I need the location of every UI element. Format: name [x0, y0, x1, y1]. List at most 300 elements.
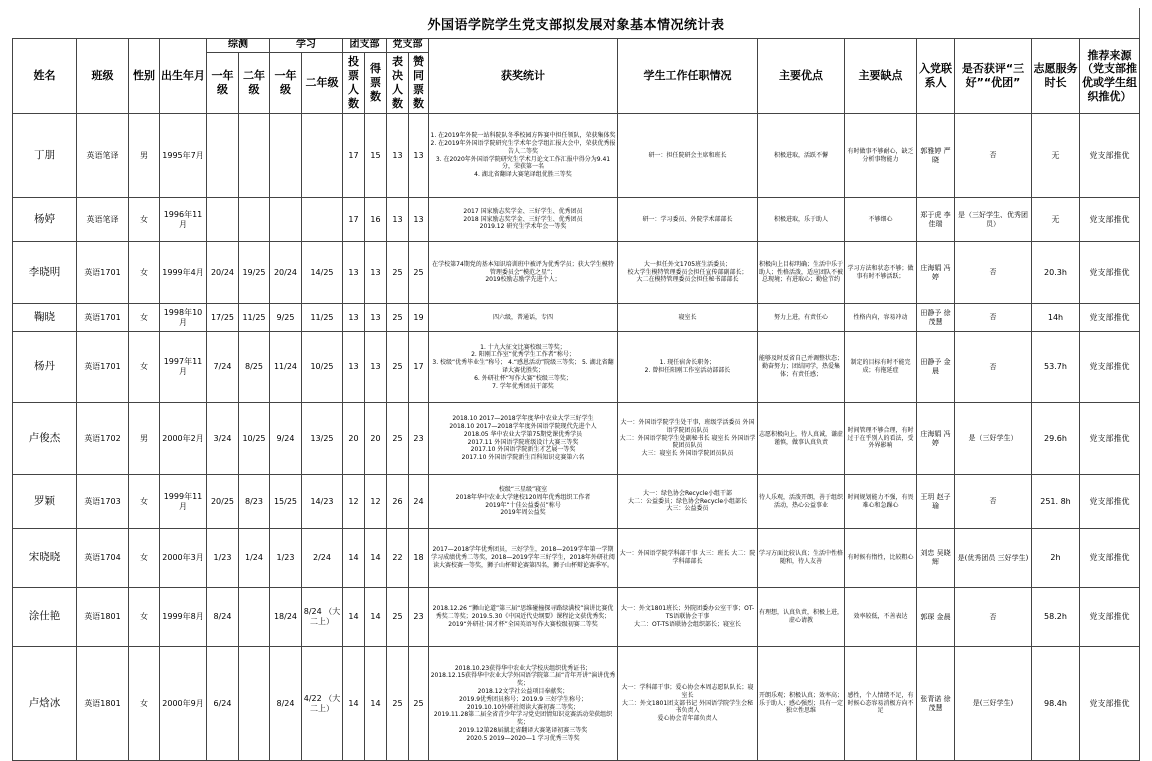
cell-cons-line: 感性，个人情绪不足，有时候心态容易消极方向不足 [847, 691, 914, 715]
col-name: 姓名 [13, 39, 77, 114]
cell-score-y2: 1/24 [239, 529, 270, 588]
cell-awards-line: 2019年周公益奖 [500, 509, 546, 517]
cell-pros [758, 198, 845, 242]
cell-cons [845, 475, 917, 529]
cell-hours: 29.6h [1032, 403, 1080, 475]
cell-awards-line: 2017 国家励志奖学金、三好学生、优秀团员 [463, 207, 583, 215]
col-awards: 获奖统计 [429, 39, 618, 114]
cell-votes-total: 13 [343, 304, 365, 332]
cell-work [618, 588, 758, 647]
cell-awards-line: 2019.9优秀团员称号；2019.9 三好学生称号； [459, 695, 587, 703]
cell-hours: 53.7h [1032, 332, 1080, 403]
cell-class: 英语1701 [77, 332, 129, 403]
col-birth: 出生年月 [160, 39, 207, 114]
cell-birth: 2000年9月 [160, 647, 207, 761]
cell-score-y1: 20/24 [207, 242, 239, 304]
cell-honor: 否 [955, 475, 1032, 529]
cell-hours: 58.2h [1032, 588, 1080, 647]
cell-awards-line: 2018.10.23获得华中农业大学校庆组织优秀证书； [454, 664, 592, 672]
cell-gender: 女 [129, 647, 160, 761]
cell-work [618, 114, 758, 198]
cell-study-y2 [302, 114, 343, 198]
cell-votes-got: 15 [365, 114, 387, 198]
cell-pros-line: 学习方面比较认真；生活中性格随和，待人友善 [759, 550, 844, 565]
cell-study-y2: 2/24 [302, 529, 343, 588]
cell-score-y2 [239, 114, 270, 198]
cell-awards-line: 2019校励志励学先进个人； [485, 276, 561, 284]
cell-cons-line: 不够细心 [868, 215, 893, 223]
cell-cons [845, 114, 917, 198]
cell-contact: 郭雅婷 严晓 [917, 114, 955, 198]
cell-awards-line: 2018.10 2017—2018学年度外国语学院现代先进个人 [449, 422, 597, 430]
cell-hours: 251. 8h [1032, 475, 1080, 529]
cell-pros-line: 有理想，认真负责，积极上进，虚心请教 [759, 609, 844, 624]
cell-cons-line: 有时候有惰性，比较粗心 [847, 554, 914, 562]
cell-study-y1: 11/24 [270, 332, 302, 403]
cell-honor: 否 [955, 242, 1032, 304]
col-votes-got: 得票数 [365, 52, 387, 113]
cell-name: 卢焓冰 [13, 647, 77, 761]
cell-class: 英语笔译 [77, 198, 129, 242]
cell-study-y2 [302, 198, 343, 242]
cell-class: 英语1702 [77, 403, 129, 475]
cell-gender: 女 [129, 304, 160, 332]
cell-study-y2: 14/23 [302, 475, 343, 529]
cell-gender: 女 [129, 242, 160, 304]
cell-awards-line: 3. 在2020年外国语学院研究生学术月论文工作汇报中得分为9.41分，荣获第一名 [435, 155, 611, 171]
cell-score-y2: 11/25 [239, 304, 270, 332]
cell-birth: 1995年7月 [160, 114, 207, 198]
col-study-y1: 一年级 [270, 52, 302, 113]
cell-cons-line: 性格内向，容易冲动 [853, 313, 908, 321]
cell-work-line: 大二：公益委员；绿色协会Recycle小组部长 [627, 497, 748, 505]
group-league: 团支部 [343, 39, 387, 53]
cell-study-y1: 20/24 [270, 242, 302, 304]
cell-votes-total: 13 [343, 332, 365, 403]
cell-work-line: 大二在模特管理委员会担任秘书部部长 [636, 276, 739, 284]
cell-votes-agree: 18 [409, 529, 429, 588]
col-votes-total: 投票人数 [343, 52, 365, 113]
cell-awards [429, 198, 618, 242]
cell-awards-line: 2019年“十佳公益委员”称号 [485, 501, 561, 509]
cell-voters: 25 [387, 332, 409, 403]
cell-awards-line: 2018年华中农业大学建校120周年优秀组织工作者 [455, 493, 591, 501]
col-work: 学生工作任职情况 [618, 39, 758, 114]
cell-votes-got: 13 [365, 304, 387, 332]
cell-votes-agree: 23 [409, 588, 429, 647]
cell-awards-line: 4. 湖北省翻译大赛笔译组优胜三等奖 [474, 171, 572, 179]
cell-awards-line: 2018.10 2017—2018学年度华中农业大学三好学生 [452, 415, 594, 423]
cell-work [618, 647, 758, 761]
cell-class: 英语1701 [77, 304, 129, 332]
cell-gender: 女 [129, 198, 160, 242]
cell-name: 李晓明 [13, 242, 77, 304]
cell-pros-line: 能够及时反省自己并调整状态；勤奋努力；团结同学，热爱集体；有责任感； [759, 355, 844, 378]
cell-awards [429, 588, 618, 647]
cell-work-line: 校大学生模特管理委员会担任宣传部副部长； [627, 268, 748, 276]
cell-contact: 庄海娟 冯婷 [917, 403, 955, 475]
cell-work-line: 研一：担任院研会主席和班长 [648, 151, 727, 159]
cell-gender: 男 [129, 114, 160, 198]
cell-pros [758, 242, 845, 304]
cell-source: 党支部推优 [1080, 403, 1140, 475]
cell-honor: 是（三好学生、优秀团员） [955, 198, 1032, 242]
cell-awards-line: 2018.12文学社公益项目奉献奖； [477, 687, 569, 695]
cell-contact: 张青诺 徐茂慧 [917, 647, 955, 761]
col-pros: 主要优点 [758, 39, 845, 114]
cell-votes-agree: 19 [409, 304, 429, 332]
table-row [13, 242, 1140, 304]
cell-gender: 女 [129, 475, 160, 529]
cell-source: 党支部推优 [1080, 242, 1140, 304]
cell-votes-agree: 13 [409, 198, 429, 242]
cell-study-y1: 18/24 [270, 588, 302, 647]
table-row [13, 304, 1140, 332]
cell-awards-line: 2018.12.15获得华中农业大学外国语学院第二届“青年开讲”演讲优秀奖； [430, 672, 616, 688]
cell-cons-line: 时间规划能力不强，有畏难心和急躁心 [847, 493, 914, 509]
cell-birth: 1996年11月 [160, 198, 207, 242]
cell-awards [429, 403, 618, 475]
cell-awards-line: 四六级，普通话，专四 [492, 313, 553, 321]
cell-name: 丁朋 [13, 114, 77, 198]
cell-work [618, 198, 758, 242]
table-row [13, 588, 1140, 647]
cell-work-line: 大二：外文1801团支部书记 外国语学院学生会秘书负责人 [621, 699, 754, 715]
cell-cons [845, 242, 917, 304]
col-votes-agree: 赞同票数 [409, 52, 429, 113]
cell-work [618, 475, 758, 529]
cell-gender: 女 [129, 588, 160, 647]
cell-gender: 男 [129, 403, 160, 475]
cell-work-line: 2. 曾担任阳刚工作室活动部部长 [644, 367, 731, 374]
cell-source: 党支部推优 [1080, 304, 1140, 332]
cell-voters: 22 [387, 529, 409, 588]
cell-name: 卢俊杰 [13, 403, 77, 475]
cell-honor: 否 [955, 332, 1032, 403]
cell-honor: 否 [955, 588, 1032, 647]
group-score: 综测 [207, 39, 270, 53]
cell-cons-line: 有时做事不够耐心，缺乏分析事物能力 [847, 147, 914, 163]
cell-pros [758, 588, 845, 647]
cell-pros-line: 开朗乐观；积极认真；效率高；乐于助人；感心强烈；具有一定独立性思维 [759, 691, 844, 715]
cell-votes-total: 17 [343, 114, 365, 198]
cell-score-y2: 10/25 [239, 403, 270, 475]
cell-contact: 郑于虎 李佳瑞 [917, 198, 955, 242]
cell-study-y1: 9/25 [270, 304, 302, 332]
cell-study-y1 [270, 114, 302, 198]
cell-awards [429, 475, 618, 529]
cell-name: 涂仕艳 [13, 588, 77, 647]
cell-pros [758, 403, 845, 475]
cell-pros-line: 待人乐观，活泼开朗，善于组织活动，热心公益事业 [759, 493, 844, 509]
col-study-y2: 二年级 [302, 52, 343, 113]
cell-study-y2: 10/25 [302, 332, 343, 403]
cell-source: 党支部推优 [1080, 332, 1140, 403]
cell-score-y2: 8/25 [239, 332, 270, 403]
cell-name: 鞠晓 [13, 304, 77, 332]
cell-work [618, 332, 758, 403]
col-source: 推荐来源（党支部推优或学生组织推优） [1080, 39, 1140, 114]
cell-name: 杨婷 [13, 198, 77, 242]
cell-votes-got: 14 [365, 588, 387, 647]
cell-birth: 2000年3月 [160, 529, 207, 588]
cell-honor: 是（三好学生） [955, 403, 1032, 475]
cell-score-y2: 8/23 [239, 475, 270, 529]
cell-source: 党支部推优 [1080, 475, 1140, 529]
cell-pros [758, 529, 845, 588]
cell-class: 英语1703 [77, 475, 129, 529]
cell-study-y1: 15/25 [270, 475, 302, 529]
col-hours: 志愿服务时长 [1032, 39, 1080, 114]
cell-cons-line: 学习方法和状态不够；做事有时不够活跃； [847, 264, 914, 280]
cell-gender: 女 [129, 332, 160, 403]
cell-honor: 是(优秀团员 三好学生) [955, 529, 1032, 588]
cell-birth: 1999年8月 [160, 588, 207, 647]
cell-awards [429, 304, 618, 332]
cell-cons [845, 529, 917, 588]
table-row [13, 475, 1140, 529]
cell-source: 党支部推优 [1080, 114, 1140, 198]
col-class: 班级 [77, 39, 129, 114]
table-row [13, 198, 1140, 242]
page-title: 外国语学院学生党支部拟发展对象基本情况统计表 [427, 18, 725, 33]
cell-study-y2: 13/25 [302, 403, 343, 475]
cell-cons [845, 588, 917, 647]
cell-cons [845, 304, 917, 332]
cell-hours: 98.4h [1032, 647, 1080, 761]
cell-awards-line: 1. 在2019年外院一站科院队冬季校园方阵赛中担任领队，荣获集体奖 [430, 132, 616, 140]
cell-awards-line: 3. 校级“优秀毕业生”称号； 4.“感恩活动”院级三等奖； 5. 湖北省翻译大赛优胜奖； [432, 359, 614, 374]
cell-voters: 25 [387, 588, 409, 647]
cell-voters: 25 [387, 647, 409, 761]
cell-votes-got: 13 [365, 242, 387, 304]
cell-study-y2: 4/22 （大二上） [302, 647, 343, 761]
cell-work-line: 大一：外文1801班长；外院团委办公室干事；OT-TS语联协会干事 [620, 605, 755, 621]
cell-awards [429, 332, 618, 403]
cell-awards-line: 2018.12.26 “狮山论道”第三届“思维碰撞探寻路绿满校”演讲比赛优秀奖二等奖；2019.5.30《中国近代史纲要》课程论文获优秀奖；2019“外研社·国才杯”全国英语写作大赛校级初赛二等奖 [432, 605, 614, 628]
cell-voters: 13 [387, 198, 409, 242]
cell-source: 党支部推优 [1080, 529, 1140, 588]
cell-birth: 1998年10月 [160, 304, 207, 332]
cell-awards-line: 2. 阳刚工作室“优秀学生工作者”称号； [471, 351, 575, 359]
cell-work-line: 爱心协会青年部负责人 [657, 715, 718, 723]
cell-voters: 13 [387, 114, 409, 198]
cell-awards [429, 242, 618, 304]
cell-votes-total: 14 [343, 529, 365, 588]
cell-score-y1: 1/23 [207, 529, 239, 588]
col-honor: 是否获评“三好”“优团” [955, 39, 1032, 114]
cell-contact: 王玥 赵子瑜 [917, 475, 955, 529]
cell-hours: 无 [1032, 198, 1080, 242]
cell-work-line: 寝室长 [678, 313, 697, 321]
col-score-y1: 一年级 [207, 52, 239, 113]
cell-pros [758, 304, 845, 332]
cell-name: 杨丹 [13, 332, 77, 403]
cell-awards-line: 1. 十九大征文比赛校级三等奖； [480, 343, 566, 351]
table-row [13, 403, 1140, 475]
cell-birth: 1999年4月 [160, 242, 207, 304]
cell-cons-line: 制定的目标有时不能完成；有拖延症 [850, 359, 911, 374]
cell-birth: 1997年11月 [160, 332, 207, 403]
cell-pros-line: 志愿积极向上，待人真诚，谦虚谨慎，做事认真负责 [759, 430, 844, 446]
cell-pros [758, 114, 845, 198]
cell-votes-total: 20 [343, 403, 365, 475]
cell-awards-line: 2019.10.10外研社阅读大赛初赛二等奖； [466, 703, 580, 711]
cell-pros [758, 332, 845, 403]
table-row [13, 114, 1140, 198]
col-score-y2: 二年级 [239, 52, 270, 113]
statistics-table [12, 38, 1140, 761]
cell-study-y1 [270, 198, 302, 242]
cell-cons-line: 时间管理不够合理，有时过于在乎别人的看法，受外界影响 [847, 426, 914, 450]
cell-work [618, 529, 758, 588]
cell-votes-agree: 25 [409, 647, 429, 761]
cell-contact: 刘忠 吴晓辉 [917, 529, 955, 588]
cell-work-line: 大一：绿色协会Recycle小组干部 [642, 489, 733, 497]
divider [1139, 8, 1140, 38]
cell-study-y1: 1/23 [270, 529, 302, 588]
cell-votes-got: 14 [365, 647, 387, 761]
cell-contact: 田静予 金晨 [917, 332, 955, 403]
cell-pros-line: 努力上进，有责任心 [773, 313, 828, 321]
cell-awards-line: 2019.12第28届湖北省翻译大赛笔译初赛三等奖 [458, 726, 588, 734]
cell-voters: 25 [387, 304, 409, 332]
cell-votes-total: 17 [343, 198, 365, 242]
cell-hours: 14h [1032, 304, 1080, 332]
cell-class: 英语笔译 [77, 114, 129, 198]
cell-score-y1 [207, 198, 239, 242]
cell-cons [845, 198, 917, 242]
cell-awards [429, 647, 618, 761]
cell-hours: 2h [1032, 529, 1080, 588]
cell-voters: 25 [387, 403, 409, 475]
cell-hours: 20.3h [1032, 242, 1080, 304]
cell-awards-line: 2017.10 外国语学院新生才艺展一等奖 [470, 446, 576, 454]
group-study: 学习 [270, 39, 343, 53]
cell-voters: 26 [387, 475, 409, 529]
cell-birth: 2000年2月 [160, 403, 207, 475]
cell-pros [758, 475, 845, 529]
cell-class: 英语1704 [77, 529, 129, 588]
cell-votes-agree: 17 [409, 332, 429, 403]
cell-work-line: 大一：学科部干事；爱心协会本周志愿队队长；寝室长 [621, 684, 754, 699]
cell-class: 英语1801 [77, 588, 129, 647]
cell-awards-line: 2019.11.28第二届全省青少年学习党史团情知识竞赛活动荣获组织奖； [433, 711, 613, 727]
cell-awards-line: 7. 学年优秀团员干部奖 [492, 382, 554, 390]
cell-score-y2 [239, 198, 270, 242]
cell-awards-line: 2017—2018学年优秀团员，三好学生，2018—2019学年第一学期学习成绩优秀二等奖，2018—2019学年三好学生，2018年外研社阅读大赛校赛一等奖，狮子山杯辩论赛第四名，狮子山杯辩论赛季军。 [431, 546, 615, 569]
cell-cons-line: 效率较低，不善表达 [853, 613, 908, 621]
cell-votes-agree: 23 [409, 403, 429, 475]
cell-score-y1: 6/24 [207, 647, 239, 761]
cell-awards [429, 114, 618, 198]
cell-votes-got: 20 [365, 403, 387, 475]
cell-pros-line: 积极向上目标明确；生活中乐于助人；性格活泼，适应团队不被总现境；有进取心；勤俭节约 [759, 260, 844, 284]
cell-votes-total: 14 [343, 647, 365, 761]
cell-study-y2: 14/25 [302, 242, 343, 304]
cell-work-line: 大二：外国语学院学生处副秘书长 寝室长 外国语学院团员队员 [619, 434, 756, 450]
cell-pros-line: 积极进取，活跃不懈 [773, 151, 828, 159]
cell-awards-line: 2020.5 2019—2020—1 学习优秀三等奖 [466, 734, 580, 742]
cell-work-line: 大一：外国语学院学生处干事，班级学活委员 外国语学院团员队员 [620, 419, 755, 434]
col-contact: 入党联系人 [917, 39, 955, 114]
table-row [13, 332, 1140, 403]
cell-score-y1: 7/24 [207, 332, 239, 403]
cell-score-y1 [207, 114, 239, 198]
cell-votes-got: 12 [365, 475, 387, 529]
cell-awards-line: 2019.12 研究生学术年会一等奖 [479, 223, 567, 231]
cell-contact: 田静予 徐茂慧 [917, 304, 955, 332]
cell-awards-line: 校级“三星级”寝室 [498, 485, 548, 493]
cell-votes-total: 12 [343, 475, 365, 529]
cell-work [618, 242, 758, 304]
cell-source: 党支部推优 [1080, 588, 1140, 647]
cell-awards-line: 2018.05 华中农业大学第75期党课优秀学员 [463, 430, 583, 438]
cell-work-line: 研一：学习委员、外院学术部部长 [642, 215, 733, 223]
cell-work-line: 大一担任外文1705班生活委员； [643, 260, 732, 268]
cell-score-y1: 17/25 [207, 304, 239, 332]
col-cons: 主要缺点 [845, 39, 917, 114]
cell-cons [845, 647, 917, 761]
cell-gender: 女 [129, 529, 160, 588]
cell-votes-total: 13 [343, 242, 365, 304]
table-row [13, 647, 1140, 761]
cell-class: 英语1701 [77, 242, 129, 304]
cell-contact: 庄海娟 冯婷 [917, 242, 955, 304]
cell-cons [845, 332, 917, 403]
header-row-groups [13, 39, 1140, 53]
cell-votes-agree: 25 [409, 242, 429, 304]
cell-work-line: 大二：OT-TS语联协会组织部长；寝室长 [634, 620, 741, 628]
cell-votes-got: 16 [365, 198, 387, 242]
cell-score-y2: 19/25 [239, 242, 270, 304]
cell-votes-got: 14 [365, 529, 387, 588]
cell-awards-line: 在学校第74期党的基本知识培训班中被评为优秀学员；获大学生模特管理委员会“模范之星”； [432, 260, 614, 276]
cell-birth: 1999年11月 [160, 475, 207, 529]
cell-votes-agree: 24 [409, 475, 429, 529]
cell-score-y1: 20/25 [207, 475, 239, 529]
cell-awards-line: 6. 外研社杯“写作大赛”校级三等奖； [474, 374, 572, 382]
cell-score-y2 [239, 588, 270, 647]
cell-name: 宋晓晓 [13, 529, 77, 588]
cell-awards-line: 2017.11 外国语学院班级设计大赛三等奖 [467, 438, 579, 446]
cell-work-line: 大三：寝室长 外国语学院团员队员 [641, 450, 734, 458]
cell-study-y1: 9/24 [270, 403, 302, 475]
cell-study-y1: 8/24 [270, 647, 302, 761]
cell-honor: 否 [955, 304, 1032, 332]
cell-study-y2: 11/25 [302, 304, 343, 332]
cell-cons [845, 403, 917, 475]
cell-votes-total: 14 [343, 588, 365, 647]
cell-class: 英语1801 [77, 647, 129, 761]
cell-pros [758, 647, 845, 761]
cell-awards-line: 2. 在2019年外国语学院研究生学术年会学组汇报大会中，荣获优秀报告人二等奖 [430, 139, 616, 155]
group-party: 党支部 [387, 39, 429, 53]
cell-score-y2 [239, 647, 270, 761]
cell-work-line: 1. 现任宿舍长职务； [659, 359, 716, 367]
cell-awards-line: 2018 国家励志奖学金、三好学生、优秀团员 [463, 215, 583, 223]
cell-source: 党支部推优 [1080, 647, 1140, 761]
cell-votes-got: 13 [365, 332, 387, 403]
col-voters: 表决人数 [387, 52, 409, 113]
cell-name: 罗颖 [13, 475, 77, 529]
cell-source: 党支部推优 [1080, 198, 1140, 242]
cell-study-y2: 8/24 （大二上） [302, 588, 343, 647]
cell-work-line: 大一：外国语学院学科部干事 大三：班长 大二：院学科部部长 [619, 550, 756, 565]
cell-votes-agree: 13 [409, 114, 429, 198]
cell-awards-line: 2017.10 外国语学院新生百科知识竞赛第六名 [461, 454, 585, 462]
cell-work [618, 304, 758, 332]
